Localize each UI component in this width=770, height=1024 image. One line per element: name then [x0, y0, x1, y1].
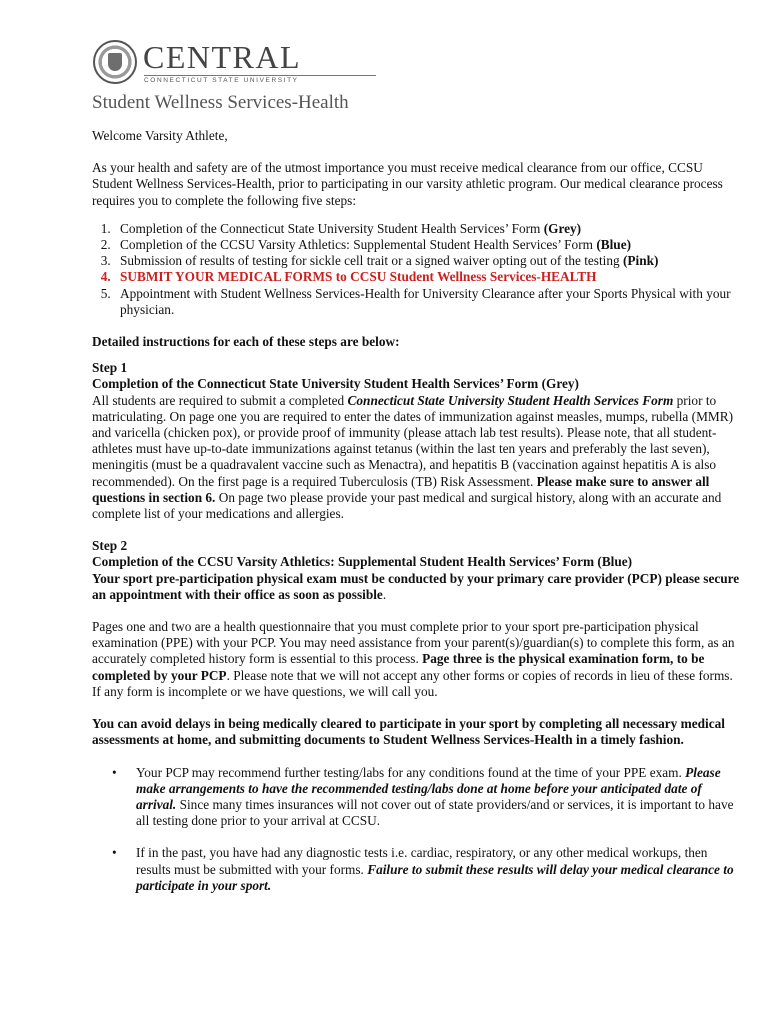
pcp-end: . [382, 586, 387, 602]
step-text: Completion of the Connecticut State University Student Health Services’ Form [120, 220, 544, 236]
steps-list [92, 221, 742, 318]
bullet-text-a: Your PCP may recommend further testing/labs for any conditions found at the time of your PPE exam. [136, 764, 686, 780]
bullet-emphasis: Please make arrangements to have the recommended testing/labs done at home before your anticipated date of arrival. [136, 764, 721, 812]
university-seal-icon [93, 40, 137, 84]
bullet-item-2 [136, 845, 742, 894]
pcp-emphasis: Your sport pre-participation physical exam must be conducted by your primary care provider (PCP) please secure an appointment with their office as soon as possible [92, 570, 740, 602]
form-color-tag: (Pink) [622, 253, 659, 269]
step-item-5 [114, 286, 742, 318]
bullet-emphasis: Failure to submit these results will delay your medical clearance to participate in your sport. [136, 861, 734, 893]
university-logo [93, 40, 393, 90]
step1-text-c: On page two please provide your past medical and surgical history, along with an accurate and complete list of your medications and allergies. [92, 489, 722, 522]
department-title: Student Wellness Services-Health [92, 92, 349, 113]
step-text: SUBMIT YOUR MEDICAL FORMS to CCSU Student Wellness Services-HEALTH [120, 269, 597, 285]
bullet-item-1 [136, 765, 742, 830]
step1-title: Completion of the Connecticut State University Student Health Services’ Form (Grey) [92, 376, 579, 392]
step-item-4 [114, 269, 742, 285]
bullet-text-b: Since many times insurances will not cover out of state providers/and or services, it is important to have all testing done prior to your arrival at CCSU. [136, 796, 734, 829]
step2-title: Completion of the CCSU Varsity Athletics: Supplemental Student Health Services’ Form (Blue) [92, 554, 633, 570]
step-item-3 [114, 253, 742, 269]
step2-label: Step 2 [92, 538, 128, 554]
step1-text-a: All students are required to submit a completed [92, 392, 348, 408]
logo-divider [144, 75, 376, 76]
step-text: Submission of results of testing for sickle cell trait or a signed waiver opting out of the testing [120, 253, 623, 269]
step1-label: Step 1 [92, 360, 128, 376]
step1-text-b: prior to matriculating. On page one you are required to enter the dates of immunization against measles, mumps, rubella (MMR) and varicella (chicken pox), or provide proof of immunity (please attach lab test results). Please note, that all student-athletes must have up-to-date immunizations against tetanus (within the last ten years and preferably the last seven), meningitis (must be a quadravalent vaccine such as Menactra), and hepatitis B (vaccination against hepatitis A is also recommended). On the first page is a required Tuberculosis (TB) Risk Assessment. [92, 392, 734, 489]
step-item-1 [114, 221, 742, 237]
logo-subtitle: CONNECTICUT STATE UNIVERSITY [144, 77, 299, 84]
bullet-list [92, 765, 742, 894]
logo-wordmark: CENTRAL [143, 39, 302, 75]
step1-paragraph [92, 393, 742, 523]
form-color-tag: (Blue) [596, 237, 632, 253]
step-item-2 [114, 237, 742, 253]
step1-emphasis: Please make sure to answer all questions in section 6. [92, 473, 710, 505]
letter-body [92, 128, 742, 910]
bullet-text-a: If in the past, you have had any diagnostic tests i.e. cardiac, respiratory, or any other medical workups, then results must be submitted with your forms. [136, 845, 708, 877]
step2-text-b: . Please note that we will not accept any other forms or copies of records in lieu of these forms. If any form is incomplete or we have questions, we will call you. [92, 667, 733, 699]
instructions-heading: Detailed instructions for each of these steps are below: [92, 334, 400, 350]
step-text: Completion of the CCSU Varsity Athletics: Supplemental Student Health Services’ Form [120, 237, 597, 253]
step2-pcp-note [92, 571, 742, 603]
step1-form-name: Connecticut State University Student Health Services Form [347, 392, 674, 408]
step2-emphasis: Page three is the physical examination form, to be completed by your PCP [92, 651, 705, 683]
step2-paragraph [92, 619, 742, 700]
step-text: Appointment with Student Wellness Services-Health for University Clearance after your Sports Physical with your physician. [120, 285, 731, 317]
greeting: Welcome Varsity Athlete, [92, 128, 228, 143]
form-color-tag: (Grey) [543, 220, 582, 236]
step2-text-a: Pages one and two are a health questionnaire that you must complete prior to your sport pre-participation physical examination (PPE) with your PCP. You may need assistance from your parent(s)/guardian(s) to complete this form, as an accurately completed history form is essential to this process. [92, 619, 735, 667]
intro-paragraph: As your health and safety are of the utmost importance you must receive medical clearance from our office, CCSU Student Wellness Services-Health, prior to participating in our varsity athletic program. Our medical clearance process requires you to complete the following five steps: [92, 160, 723, 208]
avoid-delays-notice: You can avoid delays in being medically cleared to participate in your sport by completing all necessary medical assessments at home, and submitting documents to Student Wellness Services-Health in a timely fashion. [92, 716, 725, 748]
